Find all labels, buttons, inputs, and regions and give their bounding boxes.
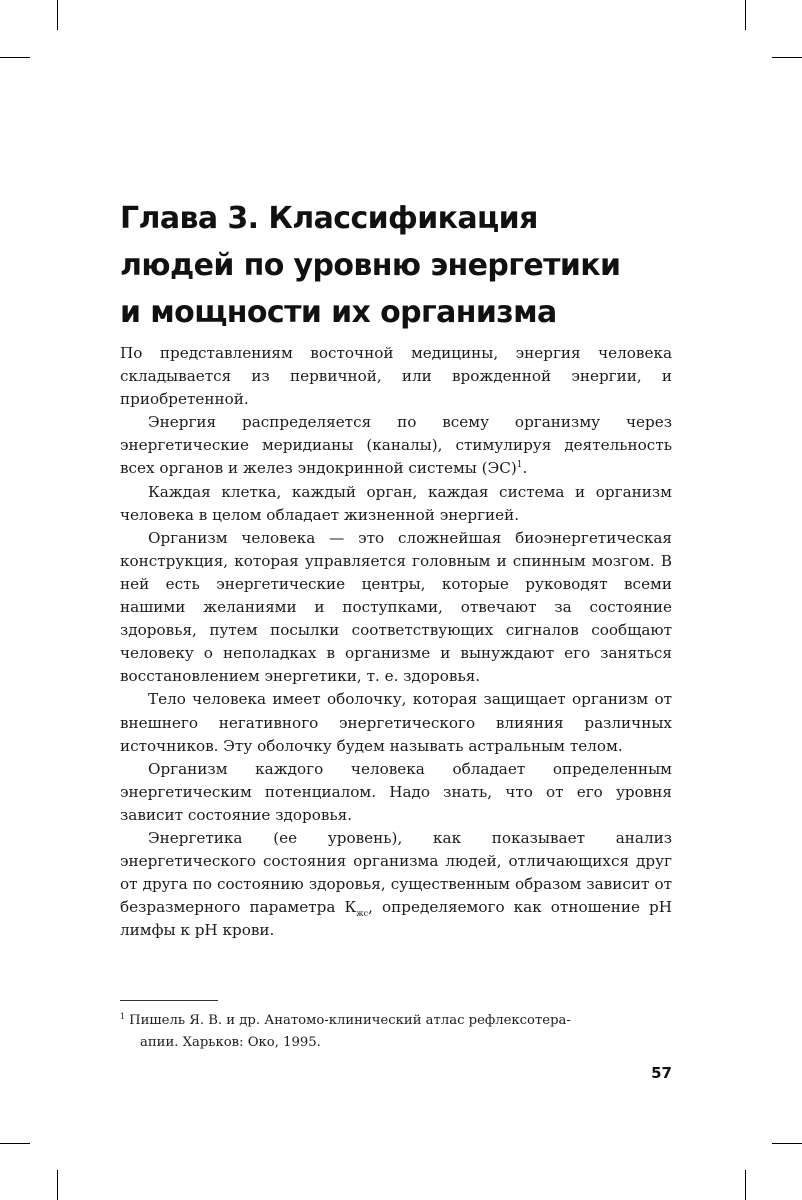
crop-mark (745, 0, 746, 30)
crop-mark (0, 1143, 30, 1144)
footnote-divider (120, 1000, 218, 1001)
chapter-title-line: Глава 3. Классификация (120, 201, 538, 236)
paragraph: Тело человека имеет оболочку, которая защищает организм от внешнего негативного энергетического влияния различных источников. Эту оболочку будем называть астральным телом. (120, 690, 672, 755)
footnote-mark: 1 (120, 1011, 126, 1021)
crop-mark (0, 57, 30, 58)
paragraph-text: , определяемого как отношение pH лимфы к pH крови. (120, 898, 672, 940)
paragraph: Энергия распределяется по всему организму через энергетические меридианы (каналы), стимулируя деятельность всех органов и желез эндокринной системы (ЭС)$^1$. (120, 413, 672, 478)
footnote (120, 1010, 672, 1054)
paragraph (120, 827, 672, 942)
parameter-subscript: жс (356, 909, 369, 919)
crop-mark (57, 1170, 58, 1200)
body-text (120, 342, 672, 942)
paragraph: Каждая клетка, каждый орган, каждая система и организм человека в целом обладает жизненной энергией. (120, 482, 672, 524)
chapter-title (120, 195, 680, 336)
crop-mark (57, 0, 58, 30)
chapter-title-line: людей по уровню энергетики (120, 248, 621, 283)
paragraph: Организм человека — это сложнейшая биоэнергетическая конструкция, которая управляется головным и спинным мозгом. В ней есть энергетические центры, которые руководят всеми нашими желаниями и поступками, отвечают за состояние здоровья, путем посылки соответствующих сигналов сообщают человеку о неполадках в организме и вынуждают его заняться восстановлением энергетики, т. е. здоровья. (120, 528, 672, 686)
footnote-text: Пишель Я. В. и др. Анатомо-клинический атлас рефлексотера- (129, 1013, 571, 1028)
chapter-title-line: и мощности их организма (120, 295, 557, 330)
paragraph: Организм каждого человека обладает определенным энергетическим потенциалом. Надо знать, что от его уровня зависит состояние здоровья. (120, 759, 672, 824)
crop-mark (772, 1143, 802, 1144)
page-number: 57 (651, 1064, 672, 1082)
paragraph: По представлениям восточной медицины, энергия человека складывается из первичной, или врожденной энергии, и приобретенной. (120, 344, 672, 409)
footnote-text: апии. Харьков: Око, 1995. (140, 1035, 321, 1050)
crop-mark (772, 57, 802, 58)
footnote-reference: 1 (516, 460, 523, 471)
crop-mark (745, 1170, 746, 1200)
paragraph-text: Энергетика (ее уровень), как показывает анализ энергетического состояния организма людей, отличающихся друг от друга по состоянию здоровья, существенным образом зависит от безразмерного параметра К (120, 828, 672, 917)
paragraph-text: Энергия распределяется по всему организму через энергетические меридианы (каналы), стимулируя деятельность всех органов и желез эндокринной системы (ЭС) (120, 413, 672, 478)
